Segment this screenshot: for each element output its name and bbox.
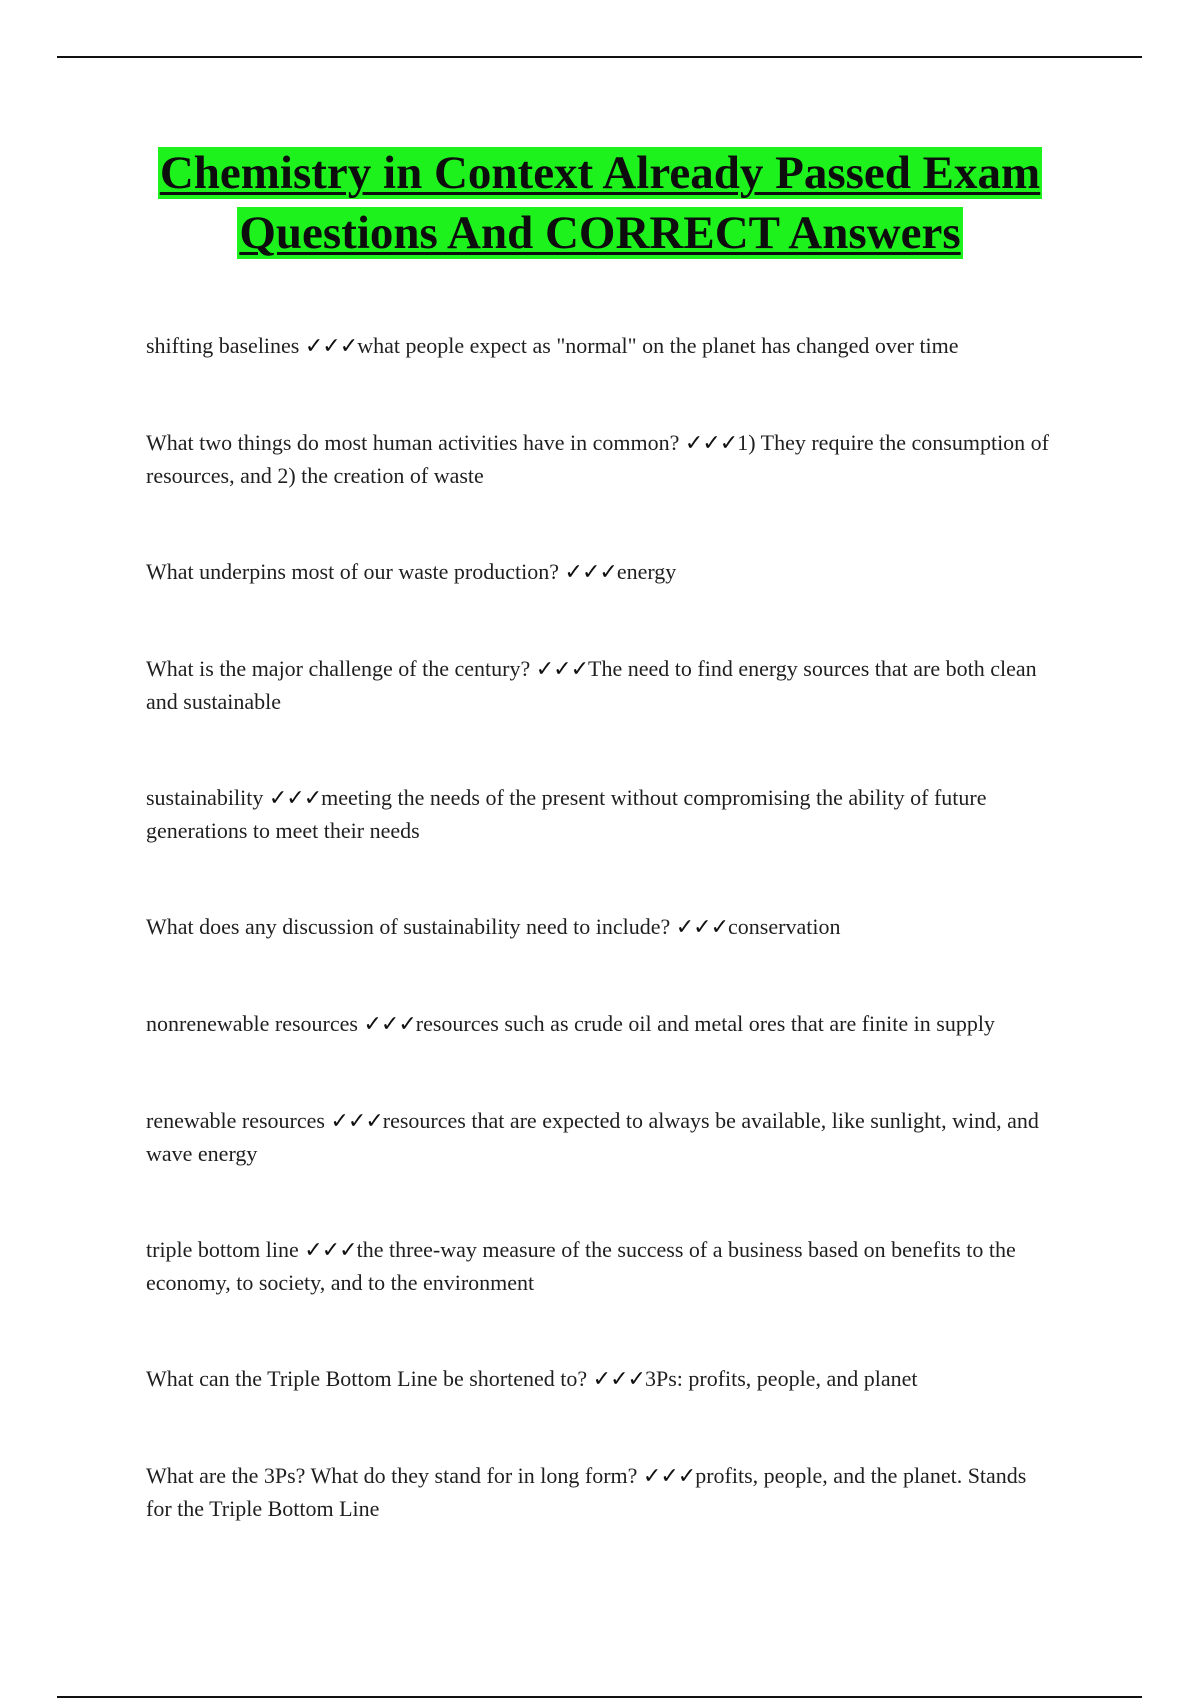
checkmark-icon: ✓✓✓ xyxy=(675,915,729,940)
title-line-1: Chemistry in Context Already Passed Exam xyxy=(159,147,1041,199)
checkmark-icon: ✓✓✓ xyxy=(268,786,322,811)
question-answer-list xyxy=(146,330,1056,1525)
qa-term: triple bottom line xyxy=(146,1237,305,1262)
qa-term: sustainability xyxy=(146,785,269,810)
qa-answer: meeting the needs of the present without compromising the ability of future generations to meet their needs xyxy=(146,785,987,843)
qa-answer: resources such as crude oil and metal ores that are finite in supply xyxy=(415,1011,995,1036)
qa-item xyxy=(146,427,1056,492)
checkmark-icon: ✓✓✓ xyxy=(592,1367,645,1392)
checkmark-icon: ✓✓✓ xyxy=(304,334,358,359)
qa-item xyxy=(146,911,1056,944)
qa-item xyxy=(146,653,1056,718)
qa-term: renewable resources xyxy=(146,1108,331,1133)
checkmark-icon: ✓✓✓ xyxy=(642,1464,696,1489)
qa-term: nonrenewable resources xyxy=(146,1011,364,1036)
qa-answer: resources that are expected to always be available, like sunlight, wind, and wave energy xyxy=(146,1108,1039,1166)
qa-answer: 3Ps: profits, people, and planet xyxy=(644,1366,918,1391)
checkmark-icon: ✓✓✓ xyxy=(330,1109,383,1134)
qa-item xyxy=(146,1460,1056,1525)
document-title xyxy=(0,143,1200,263)
title-line-2: Questions And CORRECT Answers xyxy=(239,207,961,259)
qa-term: What are the 3Ps? What do they stand for in long form? xyxy=(146,1463,643,1488)
qa-answer: conservation xyxy=(728,914,841,939)
checkmark-icon: ✓✓✓ xyxy=(304,1238,357,1263)
qa-term: shifting baselines xyxy=(146,333,305,358)
qa-answer: what people expect as "normal" on the planet has changed over time xyxy=(357,333,959,358)
qa-item xyxy=(146,1363,1056,1396)
qa-item xyxy=(146,556,1056,589)
qa-answer: profits, people, and the planet. Stands for the Triple Bottom Line xyxy=(146,1463,1027,1521)
top-rule xyxy=(57,56,1142,58)
qa-term: What can the Triple Bottom Line be shortened to? xyxy=(146,1366,593,1391)
qa-answer: The need to find energy sources that are both clean and sustainable xyxy=(146,656,1037,714)
qa-term: What underpins most of our waste production? xyxy=(146,559,565,584)
qa-answer: energy xyxy=(616,559,677,584)
checkmark-icon: ✓✓✓ xyxy=(535,657,589,682)
qa-answer: 1) They require the consumption of resources, and 2) the creation of waste xyxy=(146,430,1050,488)
qa-term: What does any discussion of sustainability need to include? xyxy=(146,914,676,939)
checkmark-icon: ✓✓✓ xyxy=(684,431,738,456)
qa-term: What two things do most human activities have in common? xyxy=(146,430,685,455)
bottom-rule xyxy=(57,1696,1142,1698)
qa-item xyxy=(146,1105,1056,1170)
checkmark-icon: ✓✓✓ xyxy=(363,1012,416,1037)
qa-answer: the three-way measure of the success of a business based on benefits to the economy, to society, and to the environment xyxy=(146,1237,1016,1295)
checkmark-icon: ✓✓✓ xyxy=(564,560,617,585)
qa-item xyxy=(146,1234,1056,1299)
qa-item xyxy=(146,1008,1056,1041)
qa-item xyxy=(146,330,1056,363)
qa-term: What is the major challenge of the century? xyxy=(146,656,536,681)
qa-item xyxy=(146,782,1056,847)
